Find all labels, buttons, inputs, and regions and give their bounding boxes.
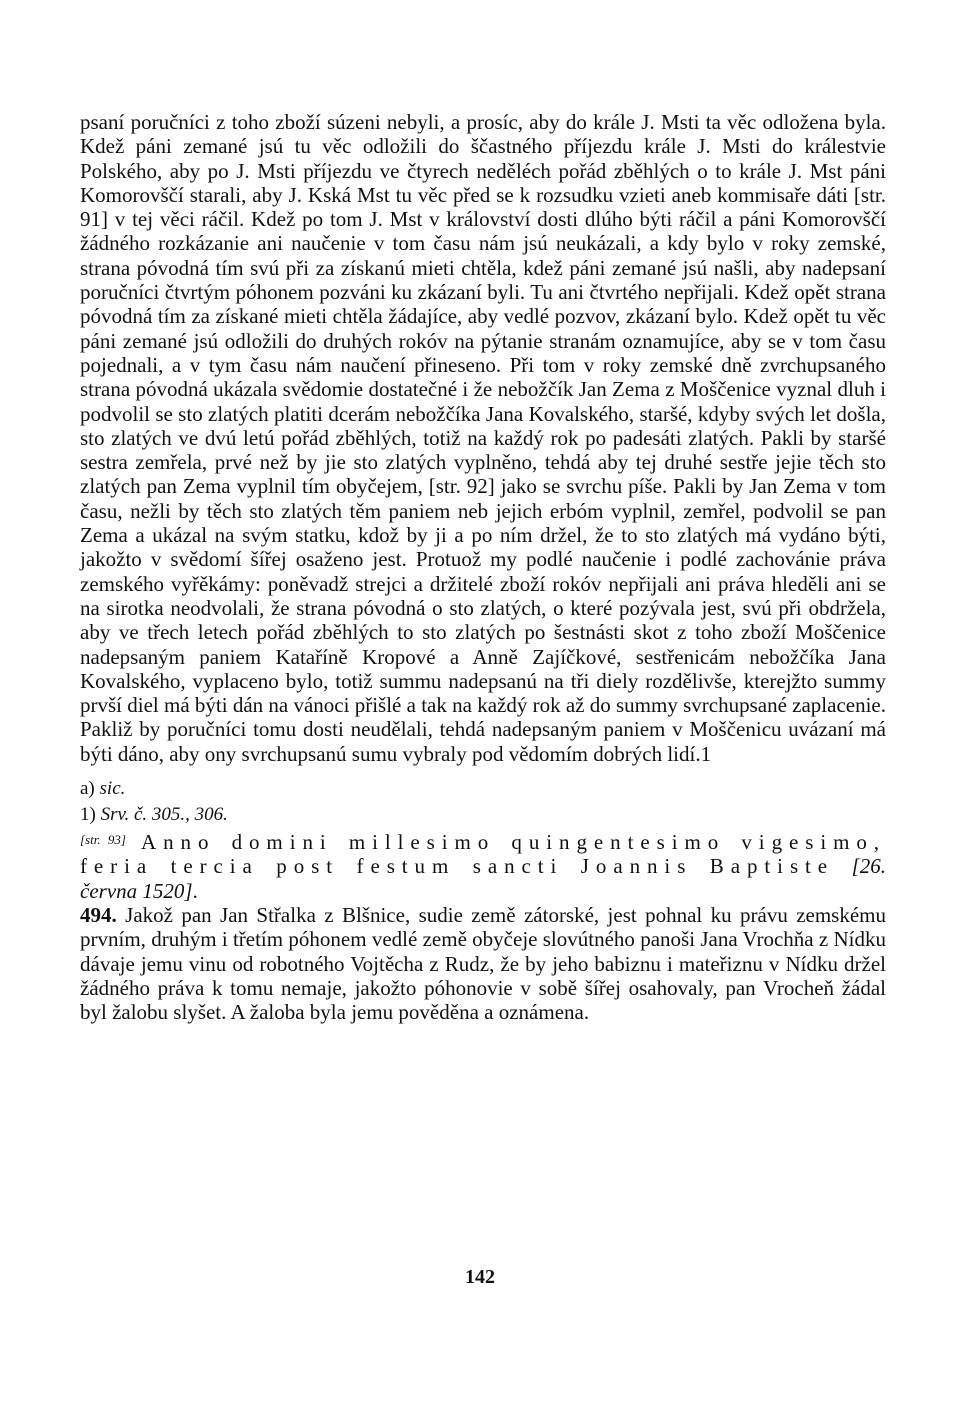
page-reference: [str. 93] [80,832,126,848]
heading-date: [26. června 1520] [80,854,886,903]
page-number: 142 [465,1266,495,1288]
footnote-mark: 1) [80,804,96,826]
heading-end: . [192,878,205,903]
entry-number: 494. [80,902,117,927]
heading-text: Anno domini millesimo quingentesimo vigesimo, feria tercia post festum sancti Joannis Baptiste [80,830,886,879]
footnote-a [80,776,886,802]
footnote-1 [80,802,886,828]
footnote-text: sic. [99,778,126,800]
footnote-text: Srv. č. 305., 306. [100,804,228,826]
main-paragraph: psaní poručníci z toho zboží súzeni nebyli, a prosíc, aby do krále J. Msti ta věc odložena byla. Kdež páni zemané jsú tu věc odložili do ščastného příjezdu krále J. Msti do králestvie Polského, aby po J. Msti příjezdu ve čtyrech neděléch pořád zběhlých o to krále J. Mst páni Komorovščí starali, aby J. Kská Mst tu věc před se k rozsudku vzieti aneb kommisaře dáti [str. 91] v tej věci ráčil. Kdež po tom J. Mst v království dosti dlúho býti ráčil a páni Komorovščí žádného rozkázanie ani naučenie v tom času nám jsú neukázali, a kdy bylo v roky zemské, strana póvodná tím svú při za získanú mieti chtěla, kdež páni zemané jsú našli, aby nadepsaní poručníci čtvrtým póhonem pozváni ku zkázaní byli. Tu ani čtvrtého nepřijali. Kdež opět strana póvodná tím za získané mieti chtěla žádajíce, aby vedlé pozvov, zkázaní bylo. Kdež opět tu věc páni zemané jsú odložili do druhých rokóv na pýtanie stranám oznamujíce, aby se v tom času pojednali, a v tym času nám naučení přineseno. Při tom v roky zemské dně zvrchupsaného strana póvodná ukázala svědomie dostatečné i že nebožčík Jan Zema z Moščenice vyznal dluh i podvolil se sto zlatých platiti dcerám nebožčíka Jana Kovalského, staršé, kdyby svých let došla, sto zlatých ve dvú letú pořád zběhlých, totiž na každý rok po padesáti zlatých. Pakli by staršé sestra zemřela, prvé než by jie sto zlatých vyplněno, tehdá aby tej druhé sestře jejie těch sto zlatých pan Zema vyplnil tím obyčejem, [str. 92] jako se svrchu píše. Pakli by Jan Zema v tom času, nežli by těch sto zlatých těm paniem neb jejich erbóm vyplnil, zemřel, podvolil se pan Zema a ukázal na svým statku, kdož by ji a po ním držel, že to sto zlatých má vydáno býti, jakožto v svědomí šířej osaženo jest. Protuož my podlé naučenie i podlé zachovánie práva zemského vyřěkámy: poněvadž strejci a držitelé zboží rokóv nepřijali ani práva hleděli ani se na sirotka neodvolali, že strana póvodná o sto zlatých, o které pozývala jest, svú při obdržela, aby ve třech letech pořád zběhlých to sto zlatých po šestnásti skot z toho zboží Moščenice nadepsaným paniem Kataříně Kropové a Anně Zajíčkové, sestřenicám nebožčíka Jana Kovalského, vyplaceno bylo, totiž summu nadepsanú na tři diely rozdělivše, kterejžto summy prvší diel má býti dán na vánoci přišlé a tak na každý rok až do summy svrchupsané zaplacenie. Pakliž by poručníci tomu dosti neudělali, tehdá nadepsaným paniem v Moščenicu uvázaní má býti dáno, aby ony svrchupsanú sumu vybraly pod vědomím dobrých lidí.1 [80,110,886,766]
document-page [80,110,886,1024]
entry-text: Jakož pan Jan Střalka z Blšnice, sudie země zátorské, jest pohnal ku právu zemskému prvním, druhým i třetím póhonem vedlé země obyčeje slovútného panoši Jana Vrochňa z Nídku dávaje jemu vinu od robotného Vojtěcha z Rudz, že by jeho babiznu i mateřiznu v Nídku držel žádného práva k tomu nemaje, jakožto póhonovie v sobě šířej osahovaly, pan Vrocheň žádal byl žalobu slyšet. A žaloba byla jemu pověděna a oznámena. [80,902,887,1025]
section-heading [80,828,886,903]
footnote-mark: a) [80,778,95,800]
entry-494 [80,903,886,1024]
footnotes [80,776,886,828]
